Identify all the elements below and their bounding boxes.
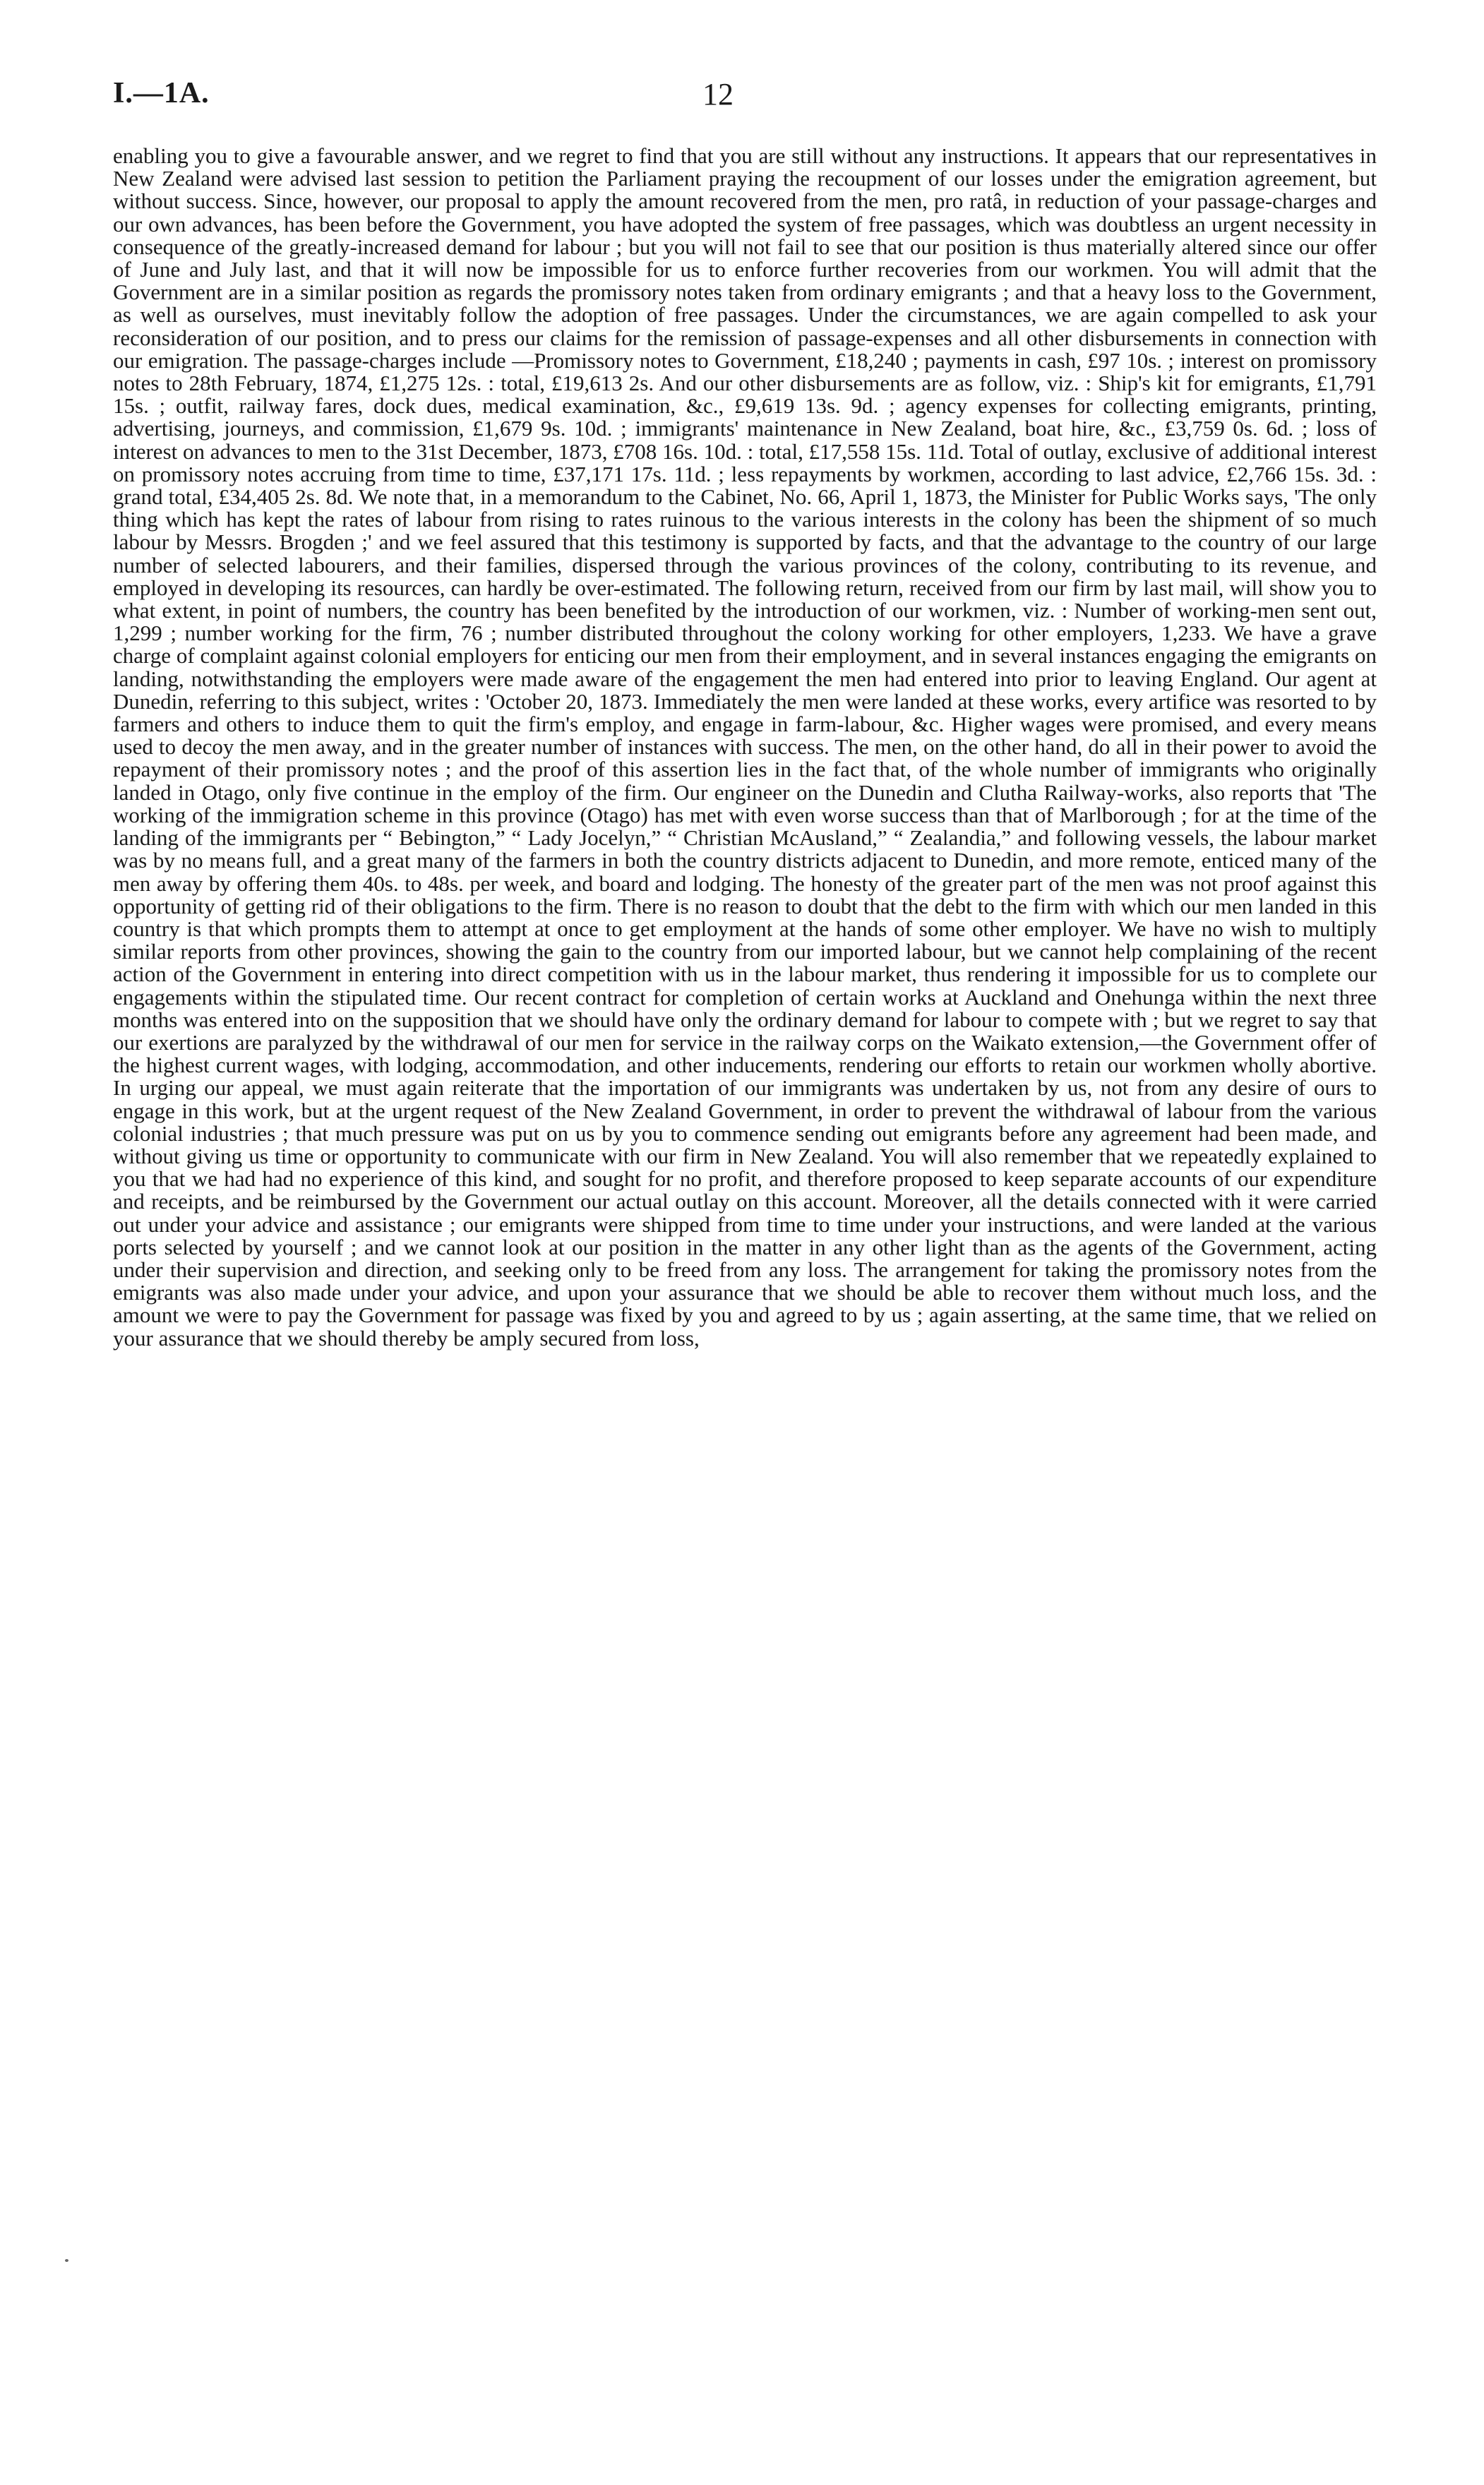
page-number: 12: [702, 77, 734, 112]
body-paragraph: enabling you to give a favourable answer, and we regret to find that you are still without any instructions. It appears that our representatives in New Zealand were advised last session to petition the Parliament praying the recoupment of our losses under the emigration agreement, but without success. Since, however, our proposal to apply the amount recovered from the men, pro ratâ, in reduction of your passage-charges and our own advances, has been before the Government, you have adopted the system of free passages, which was doubtless an urgent necessity in consequence of the greatly-increased demand for labour ; but you will not fail to see that our position is thus materially altered since our offer of June and July last, and that it will now be impossible for us to enforce further recoveries from our workmen. You will admit that the Government are in a similar position as regards the promissory notes taken from ordinary emigrants ; and that a heavy loss to the Government, as well as ourselves, must inevitably follow the adoption of free passages. Under the circumstances, we are again compelled to ask your reconsideration of our position, and to press our claims for the remission of passage-expenses and all other disbursements in connection with our emigration. The passage-charges include —Promissory notes to Government, £18,240 ; payments in cash, £97 10s. ; interest on promissory notes to 28th February, 1874, £1,275 12s. : total, £19,613 2s. And our other disbursements are as follow, viz. : Ship's kit for emigrants, £1,791 15s. ; outfit, railway fares, dock dues, medical examination, &c., £9,619 13s. 9d. ; agency expenses for collecting emigrants, printing, advertising, journeys, and commission, £1,679 9s. 10d. ; immigrants' maintenance in New Zealand, boat hire, &c., £3,759 0s. 6d. ; loss of interest on advances to men to the 31st December, 1873, £708 16s. 10d. : total, £17,558 15s. 11d. Total of outlay, exclusive of additional interest on promissory notes accruing from time to time, £37,171 17s. 11d. ; less repayments by workmen, according to last advice, £2,766 15s. 3d. : grand total, £34,405 2s. 8d. We note that, in a memorandum to the Cabinet, No. 66, April 1, 1873, the Minister for Public Works says, 'The only thing which has kept the rates of labour from rising to rates ruinous to the various interests in the colony has been the shipment of so much labour by Messrs. Brogden ;' and we feel assured that this testimony is supported by facts, and that the advantage to the country of our large number of selected labourers, and their families, dispersed through the various provinces of the colony, contributing to its revenue, and employed in developing its resources, can hardly be over-estimated. The following return, received from our firm by last mail, will show you to what extent, in point of numbers, the country has been benefited by the introduction of our workmen, viz. : Number of working-men sent out, 1,299 ; number working for the firm, 76 ; number distributed throughout the colony working for other employers, 1,233. We have a grave charge of complaint against colonial employers for enticing our men from their employment, and in several instances engaging the emigrants on landing, notwithstanding the employers were made aware of the engagement the men had entered into prior to leaving England. Our agent at Dunedin, referring to this subject, writes : 'October 20, 1873. Immediately the men were landed at these works, every artifice was resorted to by farmers and others to induce them to quit the firm's employ, and engage in farm-labour, &c. Higher wages were promised, and every means used to decoy the men away, and in the greater number of instances with success. The men, on the other hand, do all in their power to avoid the repayment of their promissory notes ; and the proof of this assertion lies in the fact that, of the whole number of immigrants who originally landed in Otago, only five continue in the employ of the firm. Our engineer on the Dunedin and Clutha Railway-works, also reports that 'The working of the immigration scheme in this province (Otago) has met with even worse success than that of Marlborough ; for at the time of the landing of the immigrants per “ Bebington,” “ Lady Jocelyn,” “ Christian McAusland,” “ Zealandia,” and following vessels, the labour market was by no means full, and a great many of the farmers in both the country districts adjacent to Dunedin, and more remote, enticed many of the men away by offering them 40s. to 48s. per week, and board and lodging. The honesty of the greater part of the men was not proof against this opportunity of getting rid of their obligations to the firm. There is no reason to doubt that the debt to the firm with which our men landed in this country is that which prompts them to attempt at once to get employment at the hands of some other employer. We have no wish to multiply similar reports from other provinces, showing the gain to the country from our imported labour, but we cannot help complaining of the recent action of the Government in entering into direct competition with us in the labour market, thus rendering it impossible for us to complete our engagements within the stipulated time. Our recent contract for completion of certain works at Auckland and Onehunga within the next three months was entered into on the supposition that we should have only the ordinary demand for labour to compete with ; but we regret to say that our exertions are paralyzed by the withdrawal of our men for service in the railway corps on the Waikato extension,—the Government offer of the highest current wages, with lodging, accommodation, and other inducements, rendering our efforts to retain our workmen wholly abortive. In urging our appeal, we must again reiterate that the importation of our immigrants was undertaken by us, not from any desire of ours to engage in this work, but at the urgent request of the New Zealand Government, in order to prevent the withdrawal of labour from the various colonial industries ; that much pressure was put on us by you to commence sending out emigrants before any agreement had been made, and without giving us time or opportunity to communicate with our firm in New Zealand. You will also remember that we repeatedly explained to you that we had had no experience of this kind, and sought for no profit, and therefore proposed to keep separate accounts of our expenditure and receipts, and be reimbursed by the Government our actual outlay on this account. Moreover, all the details connected with it were carried out under your advice and assistance ; our emigrants were shipped from time to time under your instructions, and were landed at the various ports selected by yourself ; and we cannot look at our position in the matter in any other light than as the agents of the Government, acting under their supervision and direction, and seeking only to be freed from any loss. The arrangement for taking the promissory notes from the emigrants was also made under your advice, and upon your assurance that we should be able to recover them without much loss, and the amount we were to pay the Government for passage was fixed by you and agreed to by us ; again asserting, at the same time, that we relied on your assurance that we should thereby be amply secured from loss,: [113, 143, 1377, 1351]
print-speck: [65, 2259, 68, 2262]
page-header: [113, 76, 1377, 116]
document-reference: I.—1A.: [113, 77, 210, 109]
